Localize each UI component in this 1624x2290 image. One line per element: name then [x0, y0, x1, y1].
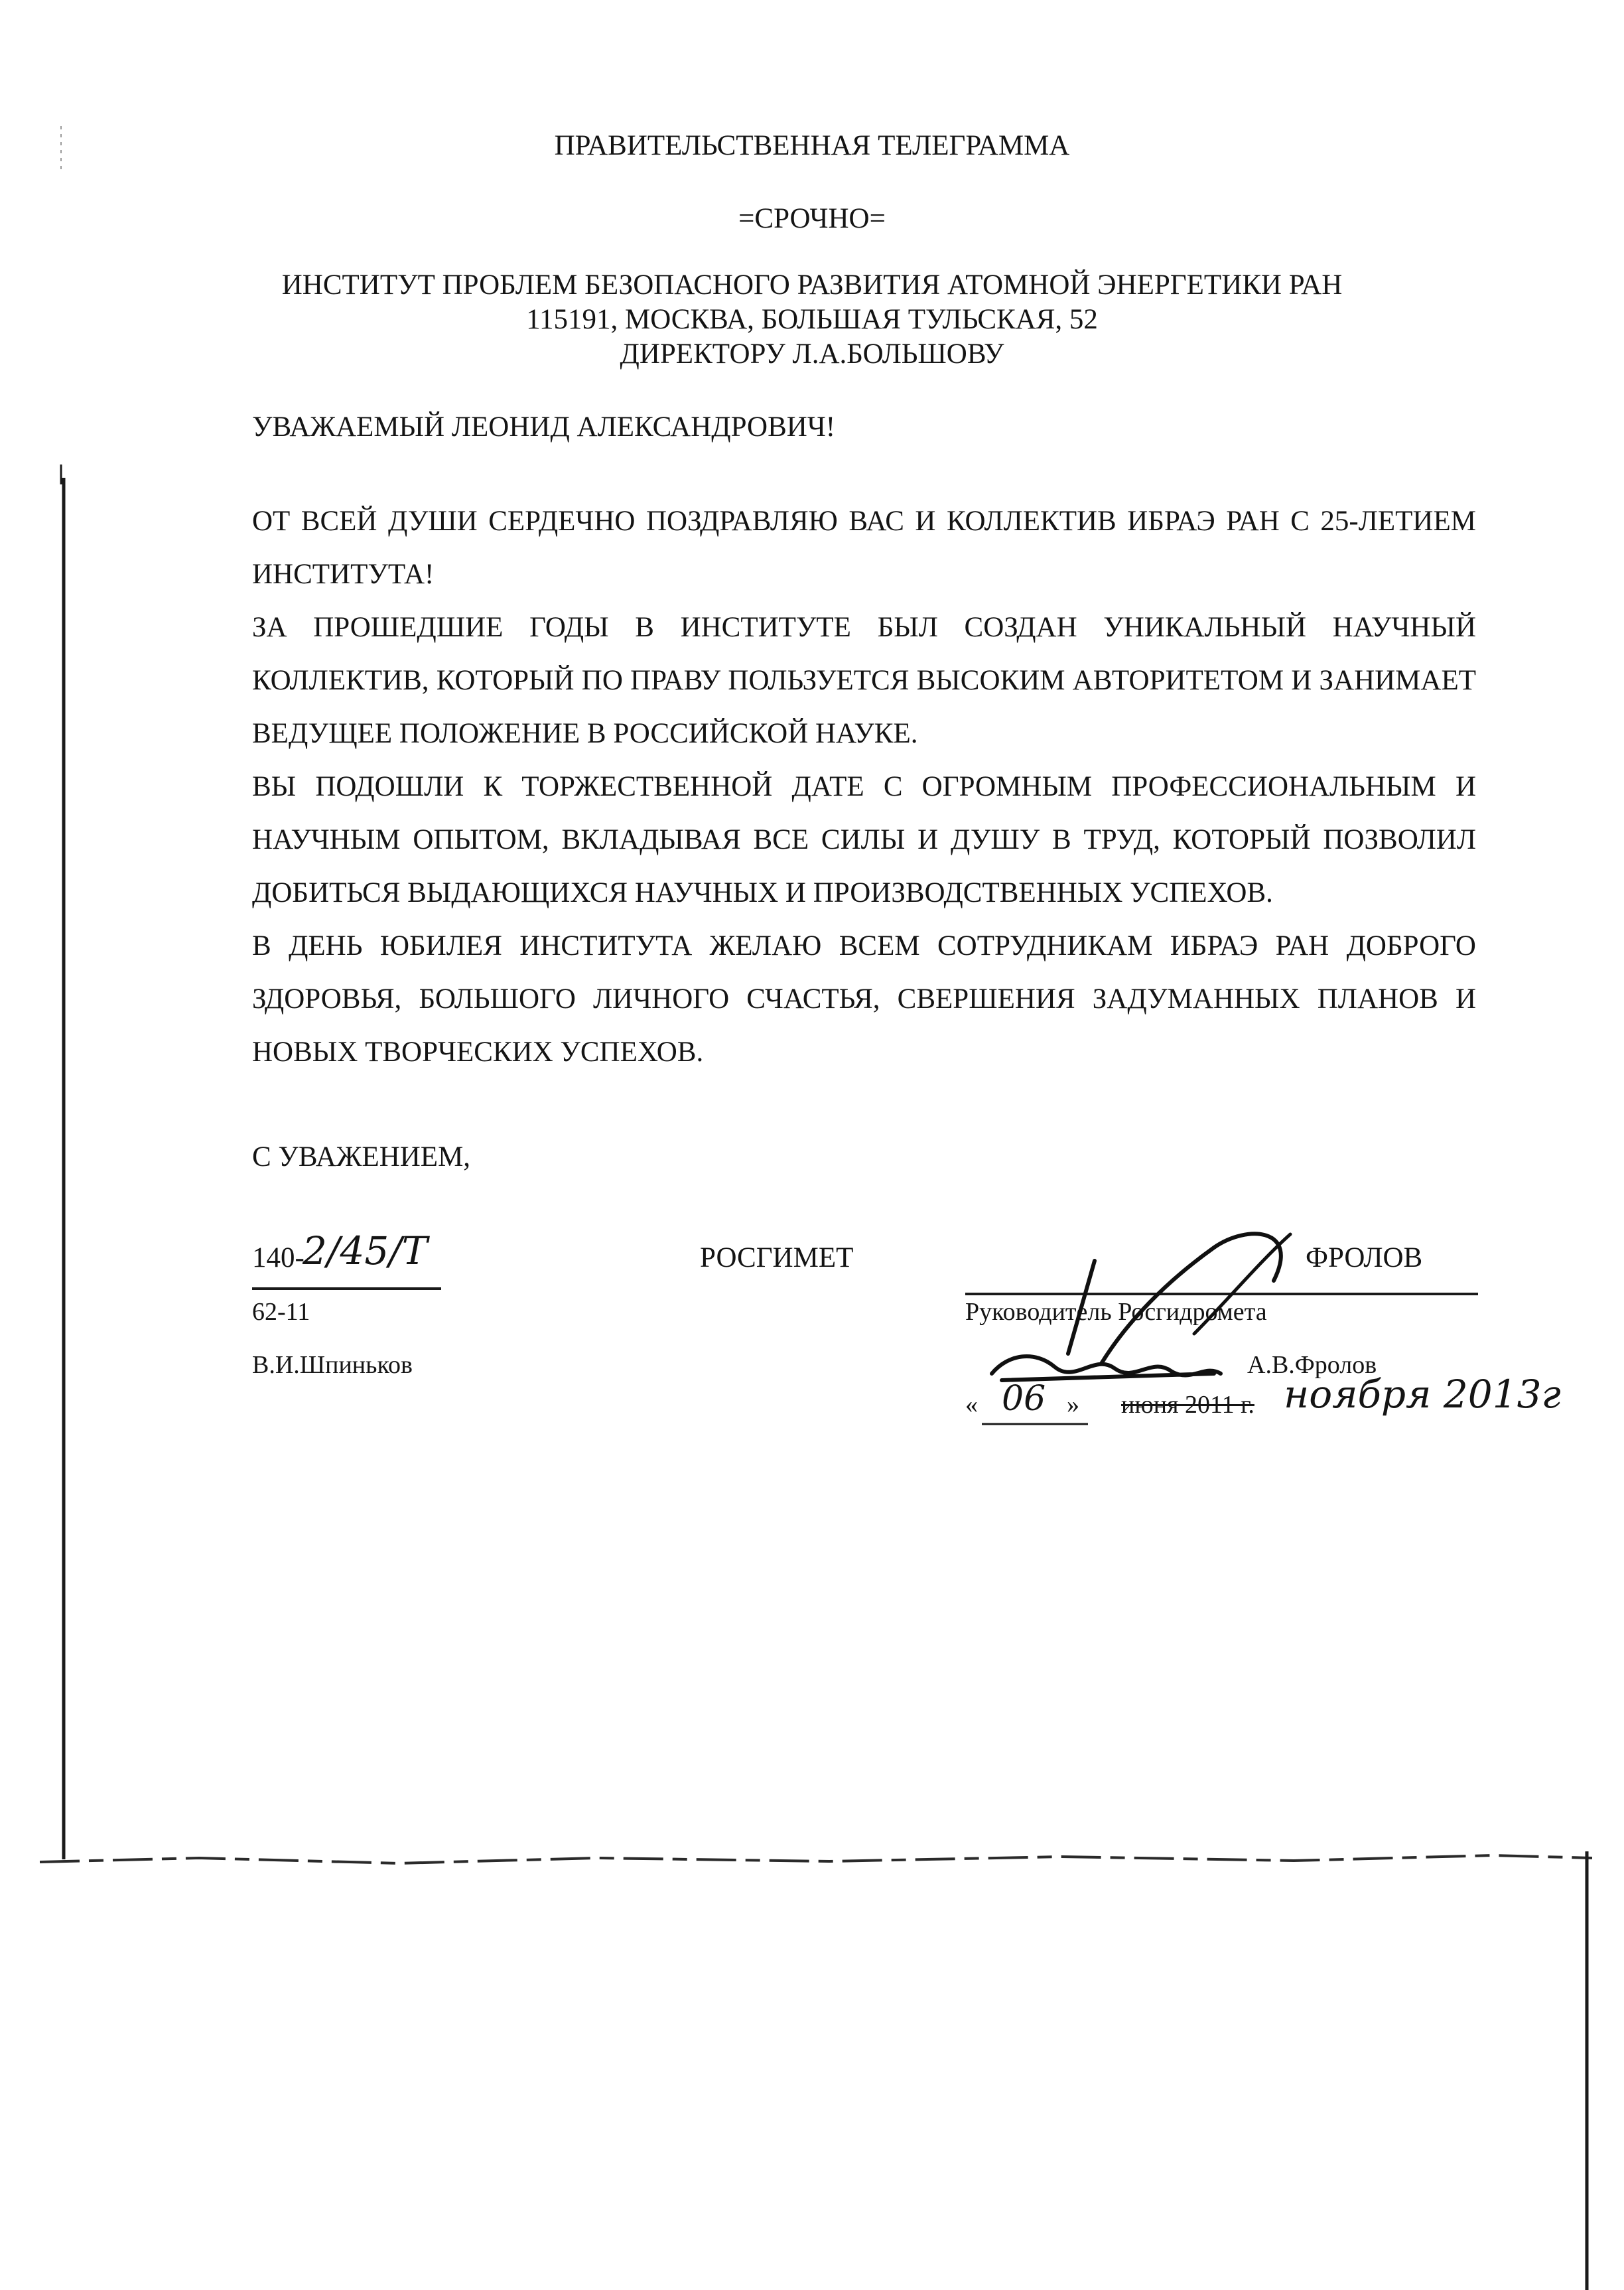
registration-number-handwritten: 2/45/Т — [303, 1228, 428, 1273]
date-close-quote: » — [1067, 1391, 1079, 1419]
telegram-code: 62-11 — [252, 1298, 310, 1326]
date-day-handwritten: 06 — [1002, 1379, 1046, 1419]
closing-phrase: С УВАЖЕНИЕМ, — [252, 1141, 471, 1173]
addressee-address: 115191, МОСКВА, БОЛЬШАЯ ТУЛЬСКАЯ, 52 — [526, 304, 1098, 335]
agency-name: РОСГИМЕТ — [700, 1242, 854, 1273]
addressee-person: ДИРЕКТОРУ Л.А.БОЛЬШОВУ — [620, 338, 1004, 370]
fax-break-line — [40, 1855, 1592, 1863]
paragraph-4: В ДЕНЬ ЮБИЛЕЯ ИНСТИТУТА ЖЕЛАЮ ВСЕМ СОТРУДНИКАМ ИБРАЭ РАН ДОБРОГО ЗДОРОВЬЯ, БОЛЬШОГО ЛИЧНОГО СЧАСТЬЯ, СВЕРШЕНИЯ ЗАДУМАННЫХ ПЛАНОВ И НОВЫХ ТВОРЧЕСКИХ УСПЕХОВ. — [252, 930, 1476, 1068]
salutation: УВАЖАЕМЫЙ ЛЕОНИД АЛЕКСАНДРОВИЧ! — [252, 411, 836, 443]
executor-name: В.И.Шпиньков — [252, 1351, 413, 1379]
registration-number: 140- — [252, 1242, 304, 1273]
signer-name: А.В.Фролов — [1247, 1351, 1377, 1379]
date-open-quote: « — [965, 1391, 978, 1419]
paragraph-1: ОТ ВСЕЙ ДУШИ СЕРДЕЧНО ПОЗДРАВЛЯЮ ВАС И КОЛЛЕКТИВ ИБРАЭ РАН С 25-ЛЕТИЕМ ИНСТИТУТА! — [252, 506, 1476, 590]
signer-surname: ФРОЛОВ — [1306, 1242, 1423, 1273]
signer-position: Руководитель Росгидромета — [965, 1298, 1267, 1326]
addressee-organization: ИНСТИТУТ ПРОБЛЕМ БЕЗОПАСНОГО РАЗВИТИЯ АТОМНОЙ ЭНЕРГЕТИКИ РАН — [281, 269, 1343, 301]
paragraph-2: ЗА ПРОШЕДШИЕ ГОДЫ В ИНСТИТУТЕ БЫЛ СОЗДАН УНИКАЛЬНЫЙ НАУЧНЫЙ КОЛЛЕКТИВ, КОТОРЫЙ ПО ПРАВУ ПОЛЬЗУЕТСЯ ВЫСОКИМ АВТОРИТЕТОМ И ЗАНИМАЕТ ВЕДУЩЕЕ ПОЛОЖЕНИЕ В РОССИЙСКОЙ НАУКЕ. — [252, 612, 1476, 749]
date-printed-struck: июня 2011 г. — [1121, 1391, 1254, 1419]
paragraph-3: ВЫ ПОДОШЛИ К ТОРЖЕСТВЕННОЙ ДАТЕ С ОГРОМНЫМ ПРОФЕССИОНАЛЬНЫМ И НАУЧНЫМ ОПЫТОМ, ВКЛАДЫВАЯ ВСЕ СИЛЫ И ДУШУ В ТРУД, КОТОРЫЙ ПОЗВОЛИЛ ДОБИТЬСЯ ВЫДАЮЩИХСЯ НАУЧНЫХ И ПРОИЗВОДСТВЕННЫХ УСПЕХОВ. — [252, 771, 1476, 908]
document-type: ПРАВИТЕЛЬСТВЕННАЯ ТЕЛЕГРАММА — [554, 130, 1070, 161]
priority-mark: =СРОЧНО= — [738, 203, 886, 234]
date-handwritten: ноября 2013г — [1284, 1372, 1561, 1417]
